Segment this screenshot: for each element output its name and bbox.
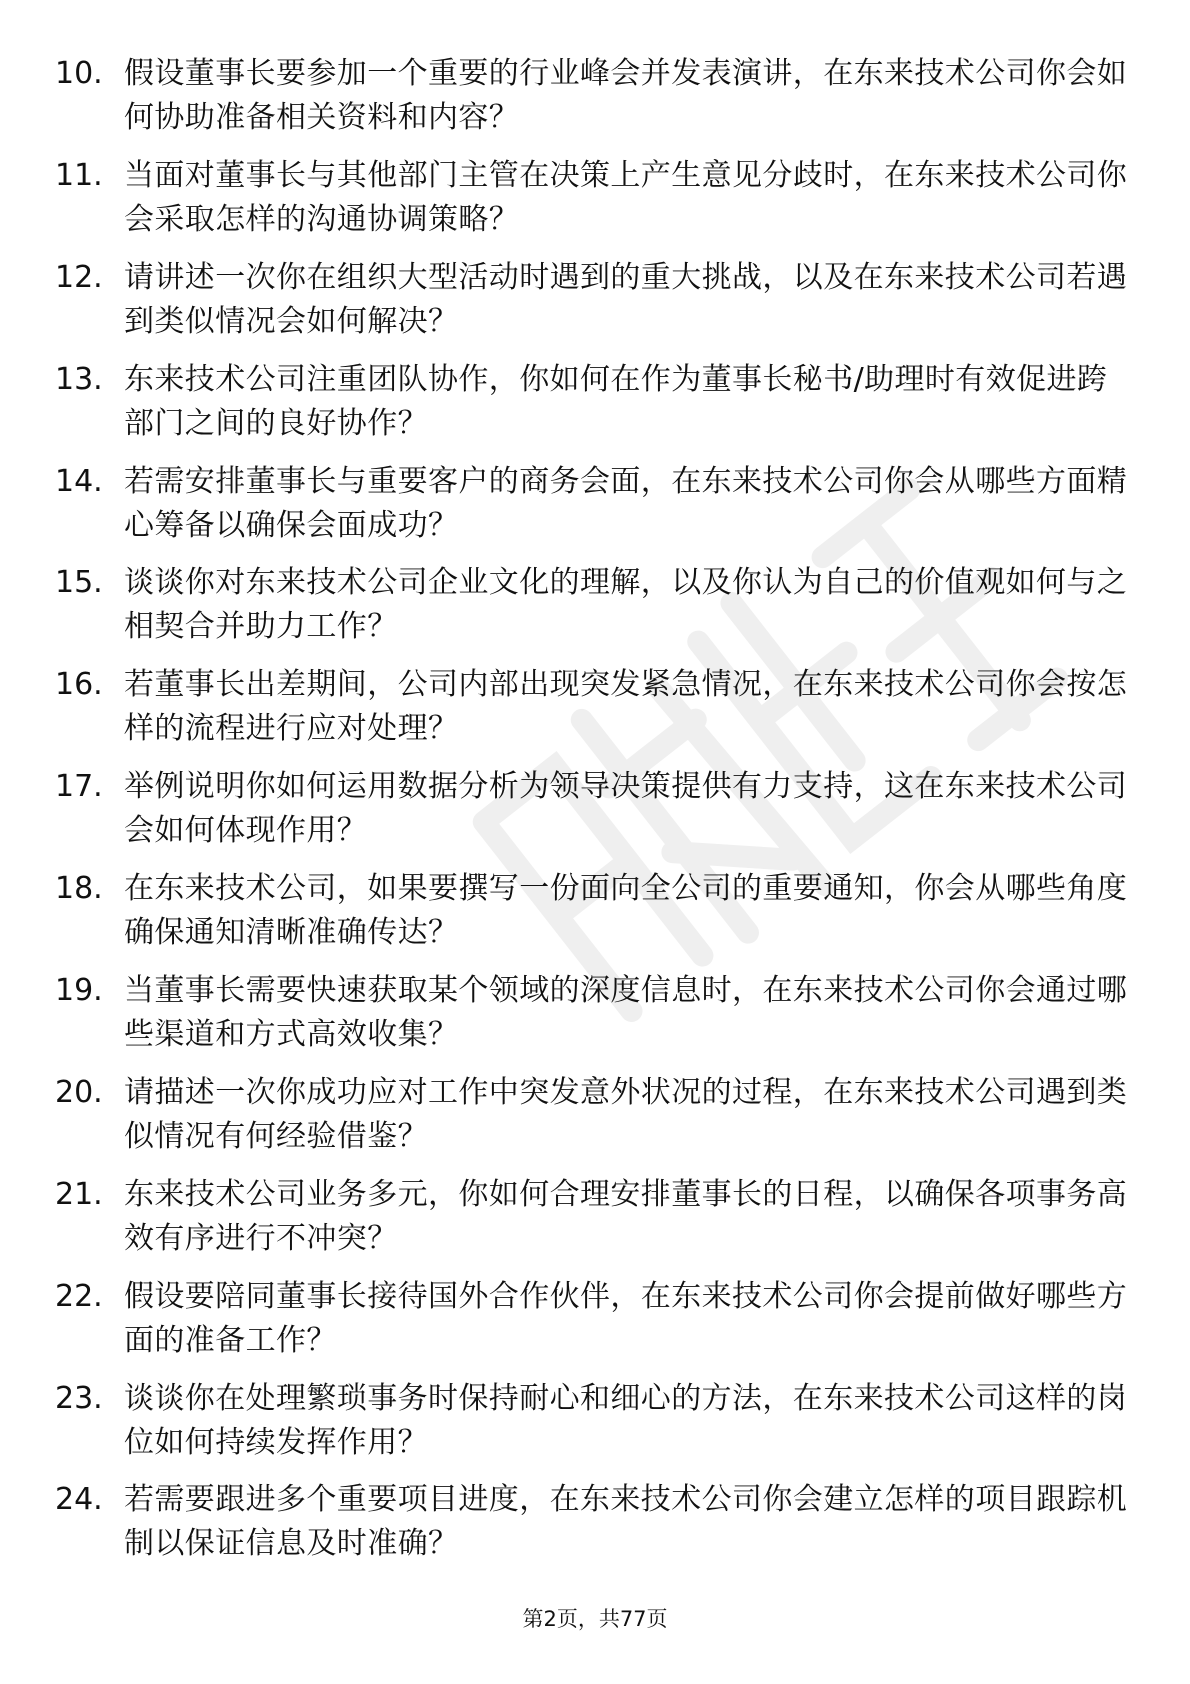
question-item bbox=[0, 358, 1190, 460]
question-number: 13. bbox=[55, 361, 103, 397]
question-text: 东来技术公司注重团队协作，你如何在作为董事长秘书/助理时有效促进跨部门之间的良好协作？ bbox=[124, 361, 1108, 441]
question-item bbox=[0, 1071, 1190, 1173]
page-footer bbox=[0, 1604, 1190, 1634]
question-item bbox=[0, 52, 1190, 154]
question-text: 东来技术公司业务多元，你如何合理安排董事长的日程，以确保各项事务高效有序进行不冲突？ bbox=[124, 1176, 1128, 1256]
question-number: 14. bbox=[55, 463, 103, 499]
question-item bbox=[0, 460, 1190, 562]
question-item bbox=[0, 867, 1190, 969]
question-text: 当董事长需要快速获取某个领域的深度信息时，在东来技术公司你会通过哪些渠道和方式高效收集？ bbox=[124, 973, 1128, 1053]
question-number: 15. bbox=[55, 565, 103, 601]
question-item bbox=[0, 1173, 1190, 1275]
question-text: 在东来技术公司，如果要撰写一份面向全公司的重要通知，你会从哪些角度确保通知清晰准确传达？ bbox=[124, 871, 1128, 951]
question-text: 谈谈你在处理繁琐事务时保持耐心和细心的方法，在东来技术公司这样的岗位如何持续发挥作用？ bbox=[124, 1380, 1128, 1460]
question-text: 请描述一次你成功应对工作中突发意外状况的过程，在东来技术公司遇到类似情况有何经验借鉴？ bbox=[124, 1074, 1128, 1154]
question-item bbox=[0, 561, 1190, 663]
question-item bbox=[0, 1377, 1190, 1479]
question-item bbox=[0, 154, 1190, 256]
question-text: 请讲述一次你在组织大型活动时遇到的重大挑战，以及在东来技术公司若遇到类似情况会如何解决？ bbox=[124, 259, 1128, 339]
question-number: 16. bbox=[55, 667, 103, 703]
question-text: 若需要跟进多个重要项目进度，在东来技术公司你会建立怎样的项目跟踪机制以保证信息及时准确？ bbox=[124, 1482, 1128, 1562]
question-text: 假设要陪同董事长接待国外合作伙伴，在东来技术公司你会提前做好哪些方面的准备工作？ bbox=[124, 1278, 1128, 1358]
question-item bbox=[0, 256, 1190, 358]
question-number: 23. bbox=[55, 1380, 103, 1416]
question-number: 12. bbox=[55, 259, 103, 295]
question-item bbox=[0, 969, 1190, 1071]
question-text: 若董事长出差期间，公司内部出现突发紧急情况，在东来技术公司你会按怎样的流程进行应对处理？ bbox=[124, 667, 1128, 747]
question-number: 10. bbox=[55, 56, 103, 91]
question-number: 20. bbox=[55, 1074, 103, 1110]
question-number: 21. bbox=[55, 1176, 103, 1212]
question-text: 当面对董事长与其他部门主管在决策上产生意见分歧时，在东来技术公司你会采取怎样的沟通协调策略？ bbox=[124, 157, 1128, 237]
question-number: 18. bbox=[55, 871, 103, 907]
question-text: 假设董事长要参加一个重要的行业峰会并发表演讲，在东来技术公司你会如何协助准备相关资料和内容？ bbox=[124, 56, 1128, 135]
question-number: 11. bbox=[55, 157, 103, 193]
question-text: 若需安排董事长与重要客户的商务会面，在东来技术公司你会从哪些方面精心筹备以确保会面成功？ bbox=[124, 463, 1128, 543]
question-number: 24. bbox=[55, 1482, 103, 1518]
question-number: 17. bbox=[55, 769, 103, 805]
question-list bbox=[0, 52, 1190, 1580]
question-text: 举例说明你如何运用数据分析为领导决策提供有力支持，这在东来技术公司会如何体现作用？ bbox=[124, 769, 1128, 849]
question-item bbox=[0, 1275, 1190, 1377]
question-number: 19. bbox=[55, 973, 103, 1009]
question-item bbox=[0, 663, 1190, 765]
question-item bbox=[0, 1478, 1190, 1580]
question-item bbox=[0, 765, 1190, 867]
page-indicator: 第2页，共77页 bbox=[522, 1607, 668, 1631]
question-text: 谈谈你对东来技术公司企业文化的理解，以及你认为自己的价值观如何与之相契合并助力工作？ bbox=[124, 565, 1128, 645]
question-number: 22. bbox=[55, 1278, 103, 1314]
